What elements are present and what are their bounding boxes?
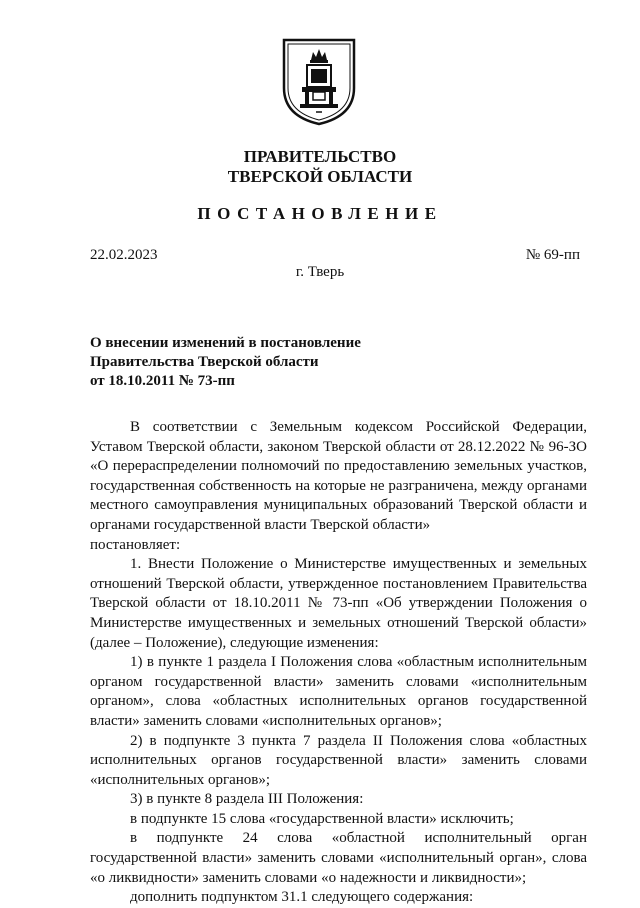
coat-of-arms-icon: [280, 36, 358, 126]
resolves-line: постановляет:: [90, 536, 181, 553]
preamble-paragraph: В соответствии с Земельным кодексом Российской Федерации, Уставом Тверской области, законом Тверской области от 28.12.2022 № 96-ЗО «О перераспределении полномочий по предоставлению земельных участков, государственная собственность на которые не разграничена, между органами местного самоуправления муниципальных образований Тверской области и органами государственной власти Тверской области»: [90, 419, 587, 533]
government-name-line2: ТВЕРСКОЙ ОБЛАСТИ: [227, 167, 413, 186]
document-number: № 69-пп: [525, 247, 580, 263]
document-type-title: ПОСТАНОВЛЕНИЕ: [197, 204, 443, 223]
document-date: 22.02.2023: [90, 247, 158, 263]
subitem-3a-paragraph: в подпункте 15 слова «государственной власти» исключить;: [130, 810, 514, 827]
subitem-3b-paragraph: в подпункте 24 слова «областной исполнительный орган государственной власти» заменить словами «исполнительный орган», слова «о ликвидности» заменить словами «о надежности и ликвидности»;: [90, 830, 587, 886]
subitem-1-paragraph: 1) в пункте 1 раздела I Положения слова «областным исполнительным органом государственной власти» заменить словами «исполнительным органом», слова «областных исполнительных органов государственной власти» заменить словами «исполнительных органов»;: [90, 654, 587, 729]
government-name-line1: ПРАВИТЕЛЬСТВО: [243, 147, 397, 166]
subitem-2-paragraph: 2) в подпункте 3 пункта 7 раздела II Положения слова «областных исполнительных органов государственной власти» заменить словами «исполнительных органов»;: [90, 732, 587, 788]
document-city: г. Тверь: [295, 264, 345, 280]
subitem-3-paragraph: 3) в пункте 8 раздела III Положения:: [130, 791, 364, 808]
subject-line: Правительства Тверской области: [90, 354, 319, 370]
item-1-paragraph: 1. Внести Положение о Министерстве имущественных и земельных отношений Тверской области, утвержденное постановлением Правительства Тверской области от 18.10.2011 № 73-пп «Об утверждении Положения о Министерстве имущественных и земельных отношений Тверской области» (далее – Положение), следующие изменения:: [90, 556, 587, 651]
subject-line: О внесении изменений в постановление: [90, 335, 361, 351]
subject-line: от 18.10.2011 № 73-пп: [90, 373, 235, 389]
subitem-3c-paragraph: дополнить подпунктом 31.1 следующего содержания:: [130, 889, 474, 906]
document-subject: [90, 334, 490, 391]
document-body: [90, 418, 587, 908]
